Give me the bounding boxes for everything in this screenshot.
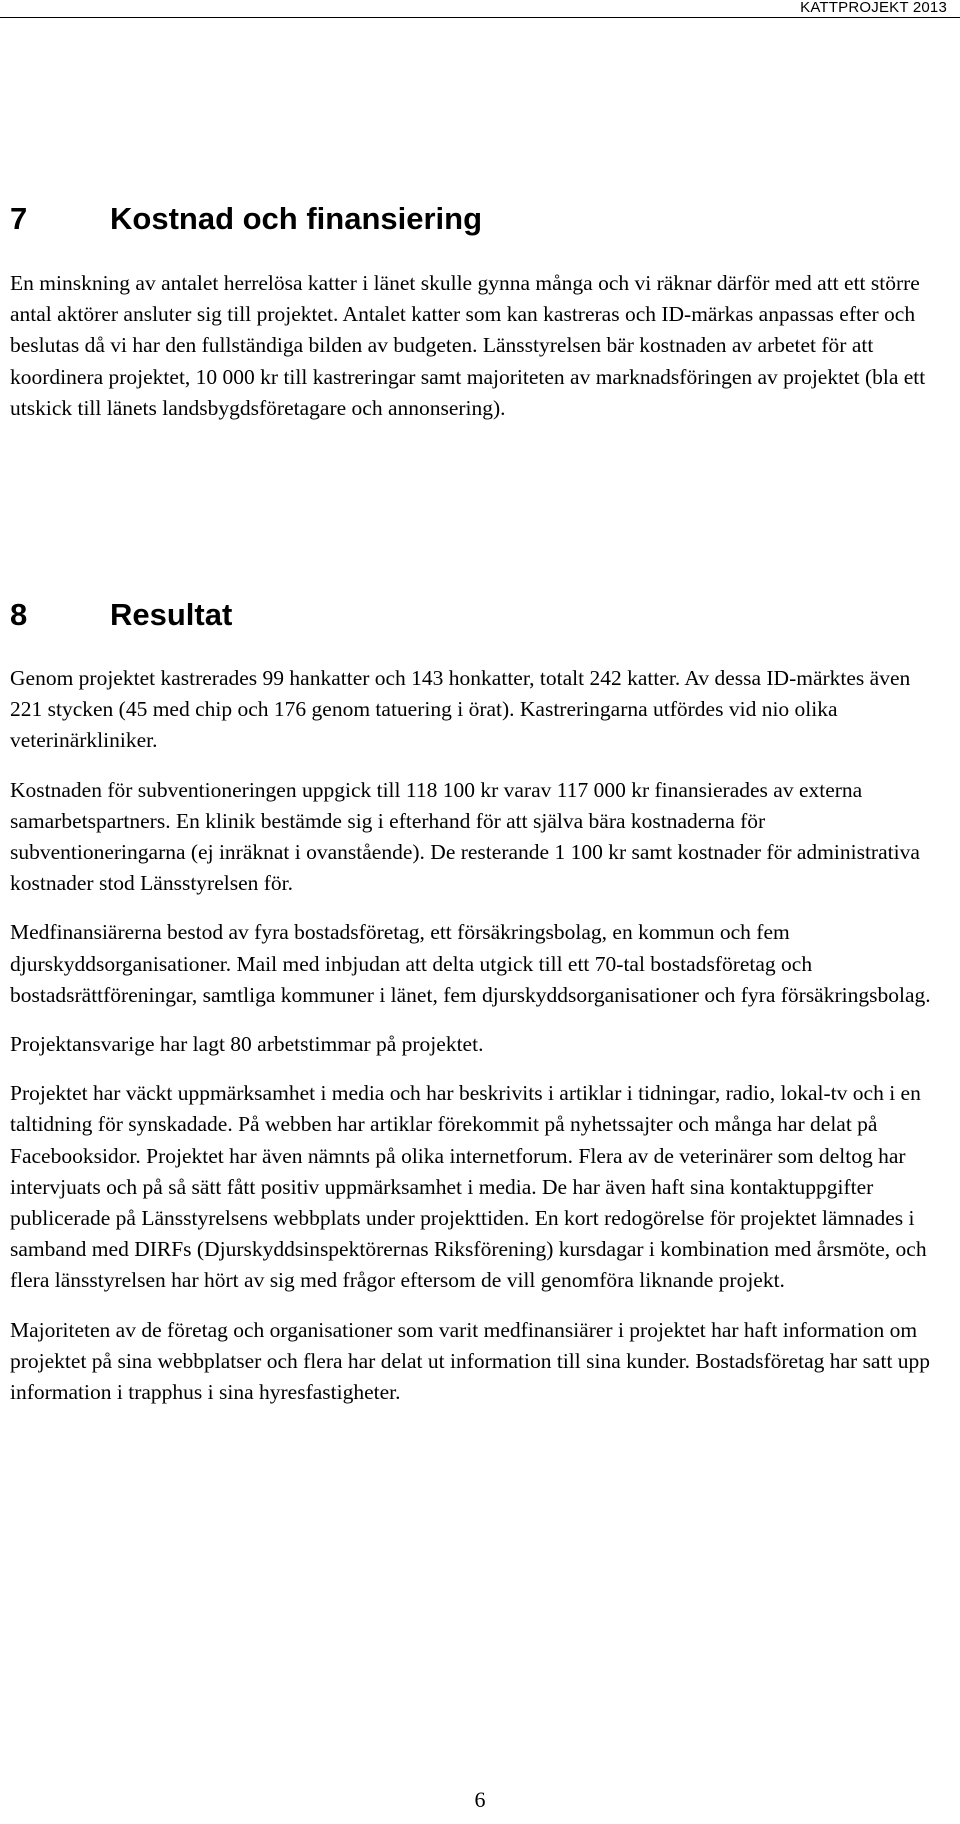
section-7-body <box>10 268 945 424</box>
section-8-paragraph: Projektet har väckt uppmärksamhet i media och har beskrivits i artiklar i tidningar, radio, lokal-tv och i en taltidning för synskadade. På webben har artiklar förekommit på nyhetssajter och många har delat på Facebooksidor. Projektet har även nämnts på olika internetforum. Flera av de veterinärer som deltog har intervjuats och på så sätt fått positiv uppmärksamhet i media. De har även haft sina kontaktuppgifter publicerade på Länsstyrelsens webbplats under projekttiden. En kort redogörelse för projektet lämnades i samband med DIRFs (Djurskyddsinspektörernas Riksförening) kursdagar i kombination med årsmöte, och flera länsstyrelsen har hört av sig med frågor eftersom de vill genomföra liknande projekt. <box>10 1081 927 1293</box>
section-8-paragraph: Genom projektet kastrerades 99 hankatter och 143 honkatter, totalt 242 katter. Av dessa ID-märktes även 221 stycken (45 med chip och 176 genom tatuering i örat). Kastreringarna utfördes vid nio olika veterinärkliniker. <box>10 666 911 753</box>
section-8-paragraph: Medfinansiärerna bestod av fyra bostadsföretag, ett försäkringsbolag, en kommun och fem djurskyddsorganisationer. Mail med inbjudan att delta utgick till ett 70-tal bostadsföretag och bostadsrättföreningar, samtliga kommuner i länet, fem djurskyddsorganisationer och fyra försäkringsbolag. <box>10 920 931 1007</box>
section-7-number: 7 <box>10 201 28 236</box>
section-8-body <box>10 663 945 1408</box>
section-8-title: Resultat <box>110 597 233 632</box>
running-header: KATTPROJEKT 2013 <box>800 0 947 16</box>
header-rule <box>0 17 960 18</box>
section-7-heading <box>10 201 482 237</box>
section-7-paragraph: En minskning av antalet herrelösa katter i länet skulle gynna många och vi räknar därför med att ett större antal aktörer ansluter sig till projektet. Antalet katter som kan kastreras och ID-märkas anpassas efter och beslutas då vi har den fullständiga bilden av budgeten. Länsstyrelsen bär kostnaden av arbetet för att koordinera projektet, 10 000 kr till kastreringar samt majoriteten av marknadsföringen av projektet (bla ett utskick till länets landsbygdsföretagare och annonsering). <box>10 271 926 420</box>
section-8-paragraph: Projektansvarige har lagt 80 arbetstimmar på projektet. <box>10 1032 484 1057</box>
section-7-title: Kostnad och finansiering <box>110 201 483 236</box>
section-8-number: 8 <box>10 597 28 632</box>
page-number: 6 <box>474 1787 486 1812</box>
section-8-paragraph: Majoriteten av de företag och organisationer som varit medfinansiärer i projektet har haft information om projektet på sina webbplatser och flera har delat ut information till sina kunder. Bostadsföretag har satt upp information i trapphus i sina hyresfastigheter. <box>10 1317 931 1405</box>
section-8-paragraph: Kostnaden för subventioneringen uppgick till 118 100 kr varav 117 000 kr finansierades av externa samarbetspartners. En klinik bestämde sig i efterhand för att själva bära kostnaderna för subventioneringarna (ej inräknat i ovanstående). De resterande 1 100 kr samt kostnader för administrativa kostnader stod Länsstyrelsen för. <box>10 777 920 896</box>
section-8-heading <box>10 597 232 633</box>
